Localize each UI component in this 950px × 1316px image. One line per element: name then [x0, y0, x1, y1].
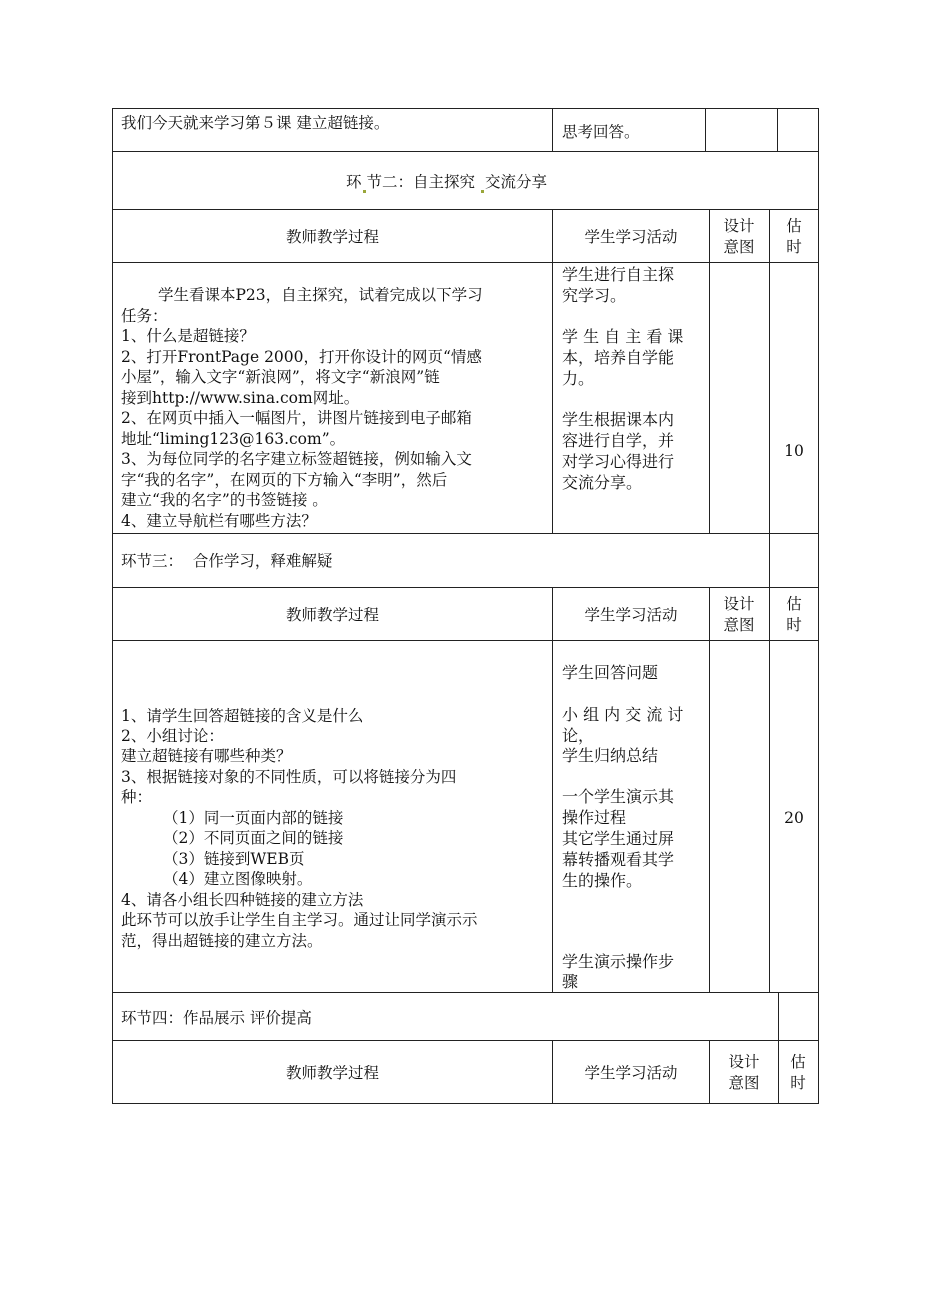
- text-line: 4、请各小组长四种链接的建立方法: [121, 891, 364, 909]
- text-line: 学生归纳总结: [562, 746, 659, 765]
- text-line: 小 组 内 交 流 讨: [562, 705, 684, 724]
- text-line: 交流分享。: [562, 473, 643, 492]
- section2-header-student: 学生学习活动: [584, 228, 678, 246]
- text-line: （3）链接到WEB页: [163, 850, 305, 868]
- text-line: 地址“liming123@163.com”。: [121, 430, 346, 448]
- text-line: （2）不同页面之间的链接: [163, 829, 344, 847]
- text-line: 建立超链接有哪些种类？: [121, 747, 292, 765]
- text-line: 2、打开FrontPage 2000，打开你设计的网页“情感: [121, 348, 482, 366]
- section4-header-design: 设计意图: [728, 1053, 760, 1092]
- text-line: 论，: [562, 726, 595, 745]
- text-line: 容进行自学，并: [562, 431, 675, 450]
- text-line: 学生演示操作步: [562, 952, 675, 971]
- text-line: 4、建立导航栏有哪些方法？: [121, 512, 317, 530]
- text-line: 学生进行自主探: [562, 265, 675, 284]
- text-line: 2、在网页中插入一幅图片，讲图片链接到电子邮箱: [121, 409, 472, 427]
- section4-title-side-cell: [778, 992, 819, 1041]
- text-line: 2、小组讨论：: [121, 727, 224, 745]
- text-line: 学 生 自 主 看 课: [562, 327, 684, 346]
- text-line: 学生回答问题: [562, 663, 659, 682]
- text-line: 小屋”，输入文字“新浪网”，将文字“新浪网”链: [121, 368, 440, 386]
- section3-header-teacher: 教师教学过程: [285, 606, 379, 624]
- section2-header-design: 设计意图: [723, 217, 755, 256]
- text-line: （1）同一页面内部的链接: [163, 809, 344, 827]
- text-line: 操作过程: [562, 808, 627, 827]
- section3-header-design: 设计意图: [723, 595, 755, 634]
- section2-body-design-cell: [709, 262, 770, 534]
- text-line: 生的操作。: [562, 871, 643, 890]
- section2-body-time-cell: [769, 262, 819, 534]
- text-line: 骤: [562, 972, 579, 991]
- text-line: 任务：: [121, 307, 168, 325]
- text-line: 字“我的名字”，在网页的下方输入“李明”，然后: [121, 471, 448, 489]
- edit-mark: [481, 190, 484, 193]
- row1-design-cell: [705, 108, 778, 152]
- section4-header-time: 估时: [790, 1053, 806, 1092]
- section3-title: 环节三： 合作学习，释难解疑: [121, 552, 333, 570]
- row1-student-text: 思考回答。: [562, 123, 640, 141]
- text-line: 范，得出超链接的建立方法。: [121, 932, 323, 950]
- text-line: 幕转播观看其学: [562, 850, 675, 869]
- section4-header-student: 学生学习活动: [584, 1064, 678, 1082]
- section2-title: 环 节二：自主探究 交流分享: [346, 173, 547, 191]
- text-line: 3、根据链接对象的不同性质，可以将链接分为四: [121, 768, 457, 786]
- row1-teacher-text: 我们今天就来学习第５课 建立超链接。: [121, 114, 390, 132]
- section2-time-value: 10: [784, 442, 804, 460]
- section3-header-time: 估时: [786, 595, 802, 634]
- text-line: 1、什么是超链接？: [121, 327, 255, 345]
- text-line: 学生看课本P23，自主探究，试着完成以下学习: [158, 286, 483, 304]
- section4-header-teacher: 教师教学过程: [285, 1064, 379, 1082]
- text-line: 一个学生演示其: [562, 787, 675, 806]
- section3-body-design-cell: [709, 640, 770, 993]
- text-line: 对学习心得进行: [562, 452, 675, 471]
- text-line: 究学习。: [562, 286, 627, 305]
- text-line: 3、为每位同学的名字建立标签超链接，例如输入文: [121, 450, 472, 468]
- text-line: 1、请学生回答超链接的含义是什么: [121, 707, 364, 725]
- edit-mark: [363, 190, 366, 193]
- section2-header-teacher: 教师教学过程: [285, 228, 379, 246]
- section2-header-time: 估时: [786, 217, 802, 256]
- text-line: 接到http://www.sina.com网址。: [121, 389, 360, 407]
- text-line: 本，培养自学能: [562, 348, 675, 367]
- text-line: 建立“我的名字”的书签链接 。: [121, 491, 328, 509]
- text-line: 学生根据课本内: [562, 410, 675, 429]
- section3-title-side-cell: [769, 533, 819, 588]
- section3-time-value: 20: [784, 809, 804, 827]
- text-line: 其它学生通过屏: [562, 829, 675, 848]
- section4-title: 环节四：作品展示 评价提高: [121, 1009, 312, 1027]
- row1-time-cell: [777, 108, 819, 152]
- text-line: （4）建立图像映射。: [163, 870, 313, 888]
- text-line: 种：: [121, 788, 153, 806]
- text-line: 此环节可以放手让学生自主学习。通过让同学演示示: [121, 911, 478, 929]
- section3-header-student: 学生学习活动: [584, 606, 678, 624]
- text-line: 力。: [562, 369, 595, 388]
